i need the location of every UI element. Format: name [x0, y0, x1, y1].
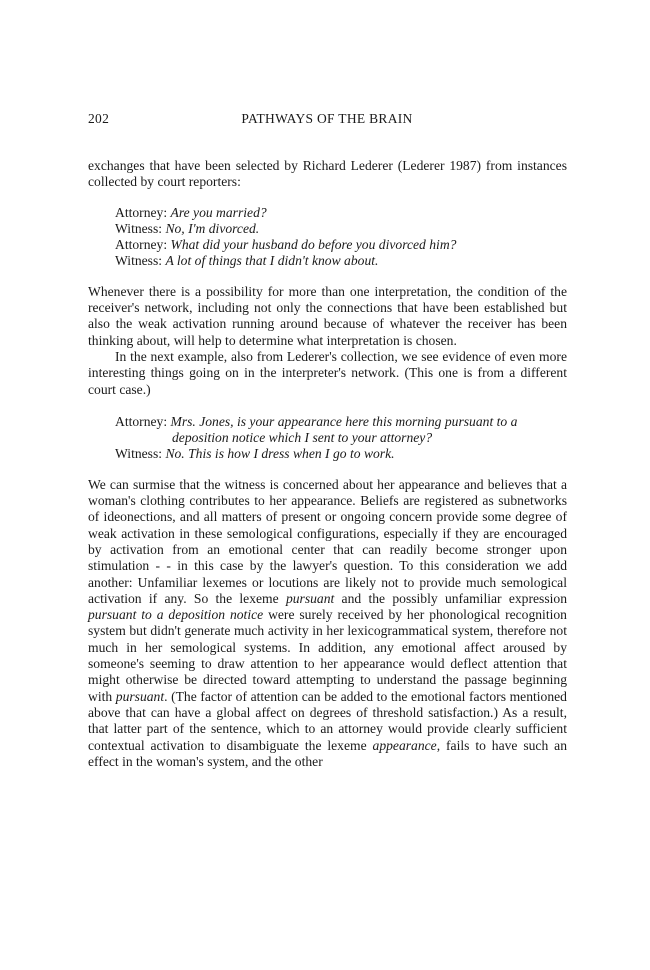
dialogue-text: What did your husband do before you divorced him?	[170, 237, 457, 253]
dialogue-example-1	[115, 205, 567, 270]
dialogue-text: deposition notice which I sent to your attorney?	[172, 430, 433, 446]
speaker-label: Attorney:	[115, 413, 168, 429]
text-run: . (The factor of attention can be added to the emotional factors mentioned above that can have a global affect on degrees of threshold satisfaction.) As a result, that latter part of the sentence, which to an attorney would provide clearly sufficient contextual activation to disambiguate the lexeme	[88, 688, 567, 753]
text-run: We can surmise that the witness is concerned about her appearance and believes that a woman's clothing contributes to her appearance. Beliefs are registered as subnetworks of ideonections, and all matters of present or ongoing concern provide some degree of weak activation in these semological configurations, especially if they are encouraged by activation from an emotional center that can readily become stronger upon stimulation - - in this case by the lawyer's question. To this consideration we add another: Unfamiliar lexemes or locutions are likely not to provide much semological activation if any. So the lexeme	[88, 476, 567, 606]
body-text	[88, 158, 567, 770]
intro-paragraph: exchanges that have been selected by Richard Lederer (Lederer 1987) from instances collected by court reporters:	[88, 158, 567, 190]
paragraph-surmise	[88, 477, 567, 770]
emphasis-term: appearance	[372, 737, 437, 753]
text-run: , fails to have such an effect in the woman's system, and the other	[88, 737, 567, 769]
running-head: PATHWAYS OF THE BRAIN	[241, 111, 413, 126]
dialogue-text: Are you married?	[170, 204, 267, 220]
speaker-label: Attorney:	[115, 204, 168, 220]
text-run: were surely received by her phonological recognition system but didn't generate much activity in her lexicogrammatical system, therefore not much in her semological systems. In addition, any emotional affect aroused by someone's seeming to draw attention to her appearance would deflect attention that might otherwise be directed toward attempting to understand the passage beginning with	[88, 607, 567, 704]
speaker-label: Witness:	[115, 446, 163, 462]
dialogue-text: A lot of things that I didn't know about.	[165, 253, 379, 269]
dialogue-line	[115, 237, 567, 253]
emphasis-term: pursuant	[115, 688, 165, 704]
paragraph-interpretation: Whenever there is a possibility for more than one interpretation, the condition of the receiver's network, including not only the connections that have been established but also the weak activation running around because of whatever the receiver has been thinking about, will help to determine what interpretation is chosen.	[88, 283, 567, 348]
dialogue-line	[115, 253, 567, 269]
dialogue-line	[115, 446, 567, 462]
page-number: 202	[88, 111, 110, 126]
dialogue-line	[115, 221, 567, 237]
dialogue-line	[115, 205, 567, 221]
dialogue-text: No, I'm divorced.	[165, 220, 260, 236]
emphasis-term: pursuant to a deposition notice	[88, 607, 264, 623]
emphasis-term: pursuant	[285, 590, 335, 606]
paragraph-next-example: In the next example, also from Lederer's collection, we see evidence of even more interesting things going on in the interpreter's network. (This one is from a different court case.)	[88, 348, 567, 397]
dialogue-text: Mrs. Jones, is your appearance here this morning pursuant to a	[170, 413, 518, 429]
dialogue-line	[115, 414, 567, 430]
dialogue-text: No. This is how I dress when I go to work.	[165, 446, 395, 462]
text-run: and the possibly unfamiliar expression	[334, 590, 567, 606]
speaker-label: Witness:	[115, 253, 163, 269]
speaker-label: Witness:	[115, 220, 163, 236]
speaker-label: Attorney:	[115, 237, 168, 253]
dialogue-line-continuation	[115, 430, 567, 446]
dialogue-example-2	[115, 414, 567, 463]
